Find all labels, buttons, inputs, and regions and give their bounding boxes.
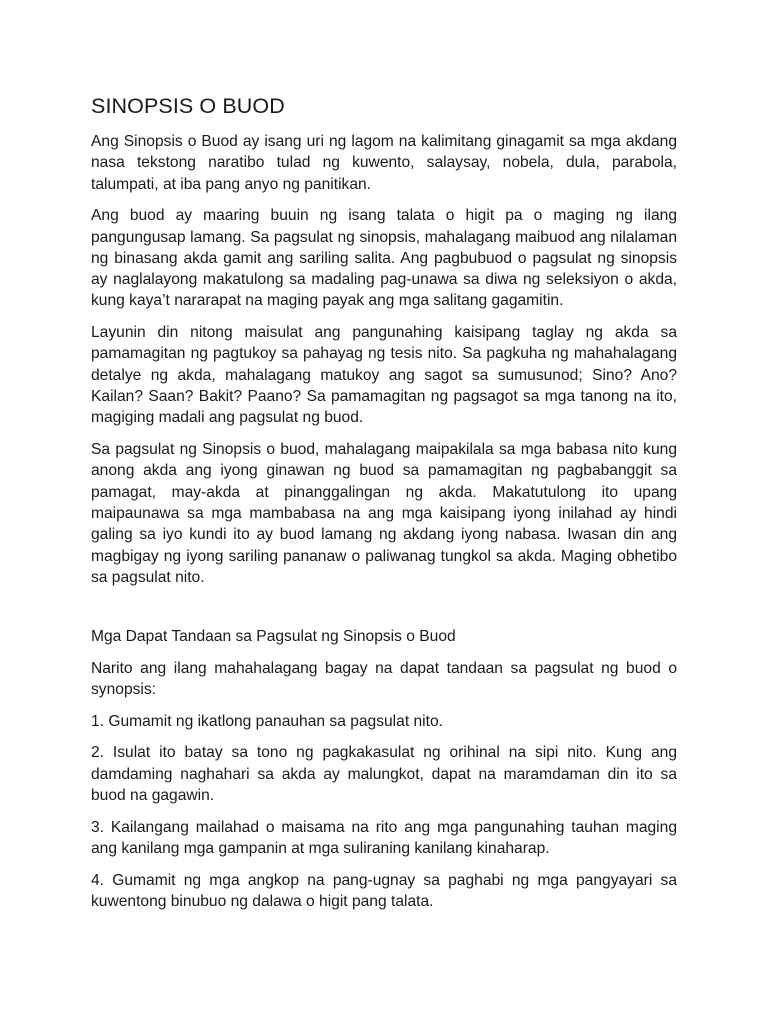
list-item: 2. Isulat ito batay sa tono ng pagkakasulat ng orihinal na sipi nito. Kung ang damdaming naghahari sa akda ay malungkot, dapat na maramdaman din ito sa buod na gagawin.: [91, 744, 677, 805]
section-intro: Narito ang ilang mahahalagang bagay na dapat tandaan sa pagsulat ng buod o synopsis:: [91, 659, 677, 699]
tips-list: [91, 711, 677, 913]
paragraph: Layunin din nitong maisulat ang pangunahing kaisipang taglay ng akda sa pamamagitan ng pagtukoy sa pahayag ng tesis nito. Sa pagkuha ng mahahalagang detalye ng akda, mahalagang matukoy ang sagot sa sumusunod; Sino? Ano? Kailan? Saan? Bakit? Paano? Sa pamamagitan ng pagsagot sa mga tanong na ito, magiging madali ang pagsulat ng buod.: [91, 324, 677, 427]
list-item: 4. Gumamit ng mga angkop na pang-ugnay sa paghabi ng mga pangyayari sa kuwentong binubuo ng dalawa o higit pang talata.: [91, 871, 677, 911]
paragraph: Ang buod ay maaring buuin ng isang talata o higit pa o maging ng ilang pangungusap lamang. Sa pagsulat ng sinopsis, mahalagang maibuod ang nilalaman ng binasang akda gamit ang sariling salita. Ang pagbubuod o pagsulat ng sinopsis ay naglalayong makatulong sa madaling pag-unawa sa diwa ng seleksiyon o akda, kung kaya’t nararapat na maging payak ang mga salitang gagamitin.: [91, 207, 677, 310]
paragraph: Ang Sinopsis o Buod ay isang uri ng lagom na kalimitang ginagamit sa mga akdang nasa tekstong naratibo tulad ng kuwento, salaysay, nobela, dula, parabola, talumpati, at iba pang anyo ng panitikan.: [91, 133, 677, 193]
page-title: SINOPSIS O BUOD: [91, 94, 285, 118]
paragraph: Sa pagsulat ng Sinopsis o buod, mahalagang maipakilala sa mga babasa nito kung anong akda ang iyong ginawan ng buod sa pamamagitan ng pagbabanggit sa pamagat, may-akda at pinanggalingan ng akda. Makatutulong ito upang maipaunawa sa mga mambabasa na ang mga kaisipang iyong inilahad ay hindi galing sa iyo kundi ito ay buod lamang ng akdang iyong nabasa. Iwasan din ang magbigay ng iyong sariling pananaw o paliwanag tungkol sa akda. Maging obhetibo sa pagsulat nito.: [91, 441, 677, 586]
list-item: 1. Gumamit ng ikatlong panauhan sa pagsulat nito.: [91, 712, 443, 730]
document-body: [91, 131, 677, 923]
section-heading: Mga Dapat Tandaan sa Pagsulat ng Sinopsis o Buod: [91, 628, 456, 646]
list-item: 3. Kailangang mailahad o maisama na rito ang mga pangunahing tauhan maging ang kanilang mga gampanin at mga suliraning kanilang kinaharap.: [91, 818, 677, 858]
